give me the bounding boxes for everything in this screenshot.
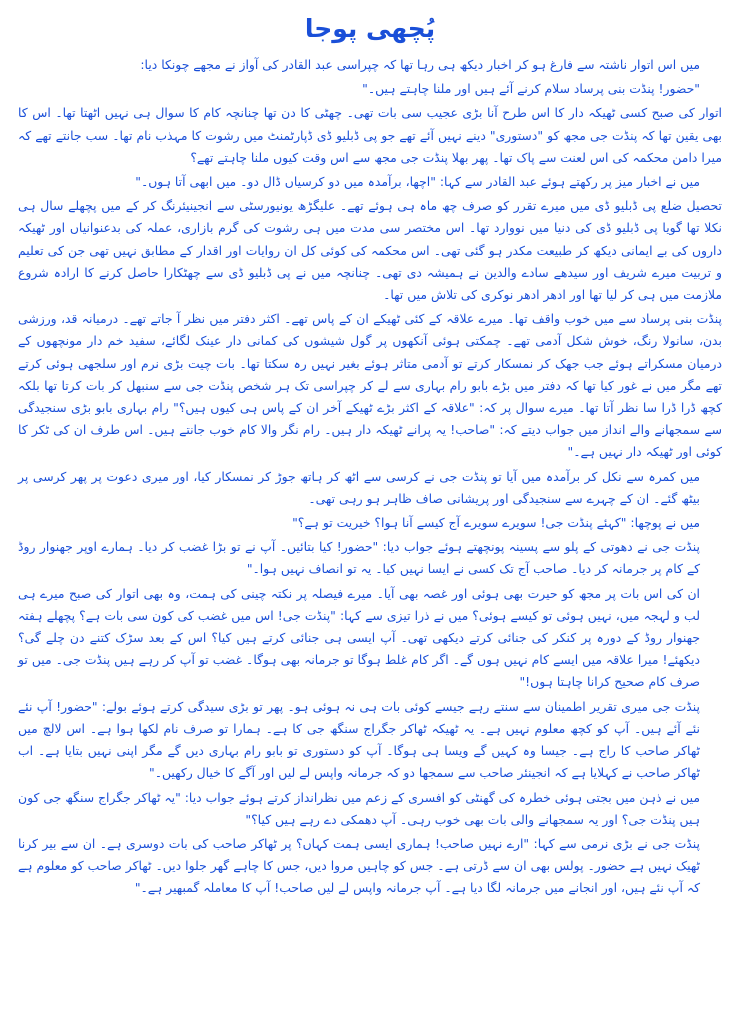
paragraph: "حضور! پنڈت بنی پرساد سلام کرنے آئے ہیں اور ملنا چاہتے ہیں۔" <box>362 81 700 97</box>
paragraph: میں کمرہ سے نکل کر برآمدہ میں آیا تو پنڈت جی نے کرسی سے اٹھ کر ہاتھ جوڑ کر نمسکار کیا، اور میری دعوت پر پھر کرسی پر بیٹھ گئے۔ ان کے چہرے سے سنجیدگی اور پریشانی صاف ظاہر ہو رہی تھی۔ <box>18 468 700 506</box>
paragraph: تحصیل ضلع پی ڈبلیو ڈی میں میرے تقرر کو صرف چھ ماہ ہی ہوئے تھے۔ علیگڑھ یونیورسٹی سے انجینیئرنگ کر کے میں پچھلے سال ہی نکلا تھا گویا پی ڈبلیو ڈی کی دنیا میں نووارد تھا۔ اس مختصر سی مدت میں ہی رشوت کی گرم بازاری، عملہ کی بدعنوانیاں اور ٹھیکہ داروں کی بے ایمانی دیکھ کر طبیعت مکدر ہو گئی تھی۔ اس محکمہ کی کوئی کل ان روایات اور اقدار کے مطابق نہیں تھی جن کی تعلیم و تربیت میرے شریف اور سیدھے سادے والدین نے ہمیشہ دی تھی۔ چنانچہ میں نے پی ڈبلیو ڈی سے چھٹکارا حاصل کرنے کا ارادہ شروع ملازمت میں ہی کر لیا تھا اور ادھر ادھر نوکری کی تلاش میں تھا۔ <box>18 198 722 303</box>
paragraph: میں نے اخبار میز پر رکھتے ہوئے عبد القادر سے کہا: "اچھا، برآمدہ میں دو کرسیاں ڈال دو۔ میں ابھی آتا ہوں۔" <box>135 174 700 190</box>
paragraph: پنڈت جی میری تقریر اطمینان سے سنتے رہے جیسے کوئی بات ہی نہ ہوئی ہو۔ پھر تو بڑی سیدگی کرتے ہوئے بولے: "حضور! آپ نئے نئے آئے ہیں۔ آپ کو کچھ معلوم نہیں ہے۔ یہ ٹھیکہ ٹھاکر جگراج سنگھ جی کا ہے۔ ہمارا تو صرف نام لکھا ہوا ہے۔ اس لالچ میں ٹھاکر صاحب کا راج ہے۔ جیسا وہ کہیں گے ویسا ہی ہوگا۔ آپ کو دستوری تو بابو رام بہاری دیں گے مگر اپنی نہیں بتایا ہے۔ اب ٹھاکر صاحب نے کہلایا ہے کہ انجینئر صاحب سے سمجھا دو کہ جرمانہ واپس لے لیں اور آگے کا خیال رکھیں۔" <box>18 698 700 781</box>
paragraph: ان کی اس بات پر مجھ کو حیرت بھی ہوئی اور غصہ بھی آیا۔ میرے فیصلہ پر نکتہ چینی کی ہمت، وہ بھی اتوار کی صبح میرے ہی لب و لہجہ میں، نہیں ہوئی تو کیسے ہوئی؟ میں نے ذرا تیزی سے کہا: "پنڈت جی! اس میں غضب کی کون سی بات ہے؟ پچھلے ہفتہ جھنوار روڈ کے دورہ پر کنکر کی جنائی کرتے دیکھی تھی۔ آپ ایسی ہی جنائی کرتے ہیں کیا؟ اس کے بعد سڑک کتنے دن چلے گی؟ دیکھئے! میرا علاقہ میں ایسے کام نہیں ہوں گے۔ اگر کام غلط ہوگا تو جرمانہ بھی ہوگا۔ غضب تو آپ کر رہے ہیں پنڈت جی۔ میں تو صرف کام صحیح کرانا چاہتا ہوں!" <box>18 585 700 690</box>
page-title: پُچھی پوجا <box>304 14 436 43</box>
paragraph: پنڈت جی نے بڑی نرمی سے کہا: "ارے نہیں صاحب! ہماری ایسی ہمت کہاں؟ پر ٹھاکر صاحب کی بات دوسری ہے۔ ان سے بیر کرنا ٹھیک نہیں ہے حضور۔ پولس بھی ان سے ڈرتی ہے۔ جس کو چاہیں مروا دیں، جس کا چاہے گھر جلوا دیں۔ ٹھاکر صاحب کو معلوم ہے کہ آپ نئے ہیں، اور انجانے میں جرمانہ لگا دیا ہے۔ آپ جرمانہ واپس لے لیں صاحب! آپ کا معاملہ گمبھیر ہے۔" <box>18 835 700 896</box>
paragraph: پنڈت بنی پرساد سے میں خوب واقف تھا۔ میرے علاقہ کے کئی ٹھیکے ان کے پاس تھے۔ اکثر دفتر میں نظر آ جاتے تھے۔ درمیانہ قد، ورزشی بدن، سانولا رنگ، خوش شکل آدمی تھے۔ چمکتی ہوئی آنکھوں پر گول شیشوں کی کمانی دار عینک لگائے، سفید خم دار مونچھوں کے درمیان مسکراتے ہوئے جب جھک کر نمسکار کرتے تو آدمی متاثر ہوئے بغیر نہیں رہ سکتا تھا۔ بات چیت بڑی نرم اور سلجھی ہوئی کرتے تھے مگر میں نے غور کیا تھا کہ دفتر میں بڑے بابو رام بہاری سے لے کر چپراسی تک ہر شخص پنڈت جی سے سنبھل کر بات کرتا تھا بلکہ کچھ ڈرا ڈرا سا نظر آتا تھا۔ میرے سوال پر کہ: "علاقہ کے اکثر بڑے ٹھیکے آخر ان کے پاس ہی کیوں ہیں؟" رام بہاری بابو بڑی سنجیدگی سے سمجھانے والے انداز میں جواب دیتے کہ: "صاحب! یہ پرانے ٹھیکہ دار ہیں۔ رام نگر والا کام خوب جانتے ہیں۔ اس طرف ان کی ٹکر کا کوئی اور ٹھیکہ دار نہیں ہے۔" <box>18 311 722 460</box>
paragraph: پنڈت جی نے دھوتی کے پلو سے پسینہ پونچھتے ہوئے جواب دیا: "حضور! کیا بتائیں۔ آپ نے تو بڑا غضب کر دیا۔ ہمارے اوپر جھنوار روڈ کے کام پر جرمانہ کر دیا۔ صاحب آج تک کسی نے ایسا نہیں کیا۔ یہ تو انصاف نہیں ہوا۔" <box>18 539 700 577</box>
paragraph: میں نے پوچھا: "کہئے پنڈت جی! سویرے سویرے آج کیسے آنا ہوا؟ خیریت تو ہے؟" <box>292 515 700 531</box>
paragraph: میں نے ذہن میں بجتی ہوئی خطرہ کی گھنٹی کو افسری کے زعم میں نظرانداز کرتے ہوئے جواب دیا: "یہ ٹھاکر جگراج سنگھ جی کون ہیں پنڈت جی؟ اور یہ سمجھانے والی بات بھی خوب رہی۔ آپ دھمکی دے رہے ہیں کیا؟" <box>18 789 700 827</box>
paragraph: میں اس اتوار ناشتہ سے فارغ ہو کر اخبار دیکھ ہی رہا تھا کہ چپراسی عبد القادر کی آواز نے مجھے چونکا دیا: <box>140 57 700 72</box>
story-body <box>18 54 722 900</box>
paragraph: اتوار کی صبح کسی ٹھیکہ دار کا اس طرح آنا بڑی عجیب سی بات تھی۔ چھٹی کا دن تھا چنانچہ کام کا سوال ہی نہیں اٹھتا تھا۔ اس کا بھی یقین تھا کہ پنڈت جی مجھ کو "دستوری" دینے نہیں آئے تھے جو پی ڈبلیو ڈی ڈپارٹمنٹ میں رشوت کا مہذب نام تھا۔ سب جانتے تھے کہ میرا دامن محکمہ کی اس لعنت سے پاک تھا۔ پھر بھلا پنڈت جی مجھ سے اس وقت کیوں ملنا چاہتے تھے؟ <box>18 105 722 165</box>
